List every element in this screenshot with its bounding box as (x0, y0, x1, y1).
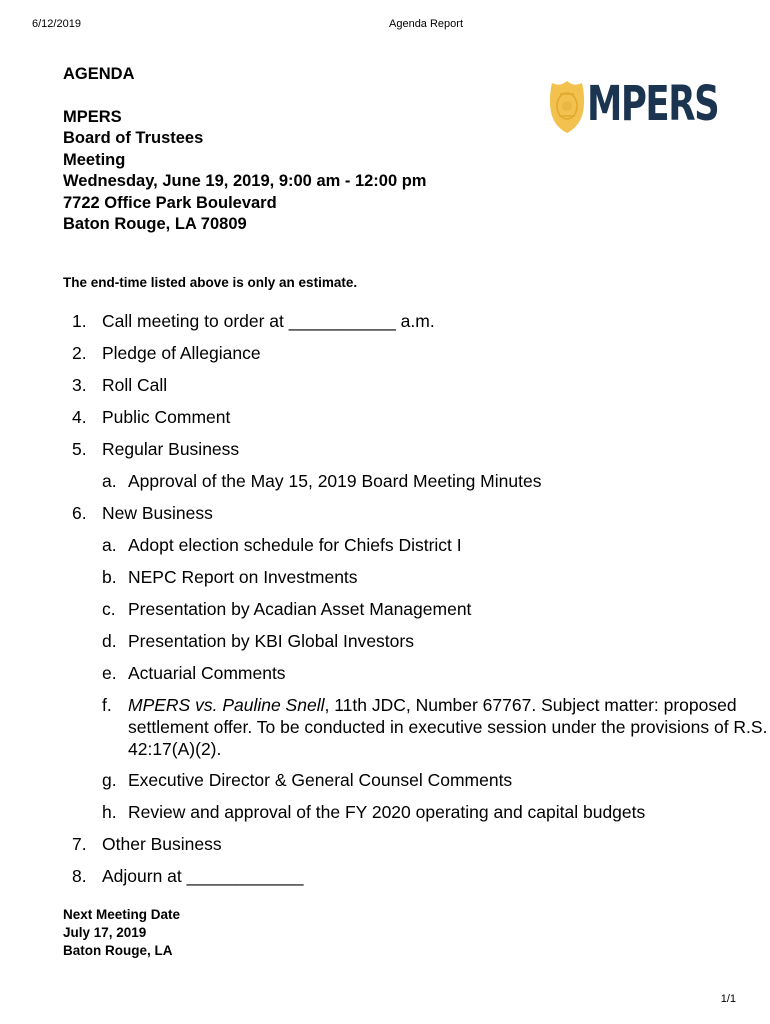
agenda-item: 7. Other Business (72, 834, 222, 854)
agenda-subitem: b. NEPC Report on Investments (102, 567, 358, 587)
next-meeting-date: July 17, 2019 (63, 925, 147, 940)
case-name: MPERS vs. Pauline Snell (128, 695, 325, 715)
next-meeting-heading: Next Meeting Date (63, 907, 181, 922)
agenda-item: 1. Call meeting to order at ___________ a.m. (72, 311, 435, 331)
organization-name: MPERS (63, 107, 122, 126)
police-badge-icon (548, 80, 586, 134)
print-date: 6/12/2019 (32, 18, 81, 30)
agenda-subitem: a. Approval of the May 15, 2019 Board Meeting Minutes (102, 471, 542, 491)
page-number: 1/1 (720, 993, 736, 1005)
print-title: Agenda Report (389, 18, 463, 30)
end-time-disclaimer: The end-time listed above is only an estimate. (63, 275, 358, 290)
agenda-item: 4. Public Comment (72, 407, 231, 427)
agenda-subitem: e. Actuarial Comments (102, 663, 286, 683)
meeting-datetime: Wednesday, June 19, 2019, 9:00 am - 12:00 pm (63, 172, 427, 190)
agenda-heading: AGENDA (63, 65, 135, 83)
agenda-item: 2. Pledge of Allegiance (72, 343, 261, 363)
agenda-list (0, 310, 770, 897)
next-meeting (63, 906, 180, 960)
logo-text: MPERS (587, 76, 719, 132)
agenda-item: 5. Regular Business (72, 439, 240, 459)
agenda-subitem: d. Presentation by KBI Global Investors (102, 631, 414, 651)
next-meeting-location: Baton Rouge, LA (63, 943, 173, 958)
agenda-subitem: c. Presentation by Acadian Asset Management (102, 599, 472, 619)
meeting-address: 7722 Office Park Boulevard (63, 193, 277, 212)
agenda-header (63, 64, 513, 236)
board-name: Board of Trustees (63, 129, 204, 147)
meeting-city: Baton Rouge, LA 70809 (63, 215, 247, 233)
agenda-subitem: f. MPERS vs. Pauline Snell, 11th JDC, Number 67767. Subject matter: proposed settlement offer. To be conducted in executive session under the provisions of R.S. 42:17(A)(2). (102, 695, 768, 759)
agenda-item: 6. New Business (72, 503, 213, 523)
agenda-subitem: h. Review and approval of the FY 2020 operating and capital budgets (102, 802, 646, 822)
meeting-label: Meeting (63, 150, 126, 169)
agenda-subitem: a. Adopt election schedule for Chiefs District I (102, 535, 462, 555)
agenda-item: 8. Adjourn at ____________ (72, 866, 304, 886)
mpers-logo (548, 76, 719, 134)
agenda-subitem: g. Executive Director & General Counsel Comments (102, 770, 513, 790)
agenda-item: 3. Roll Call (72, 375, 168, 395)
